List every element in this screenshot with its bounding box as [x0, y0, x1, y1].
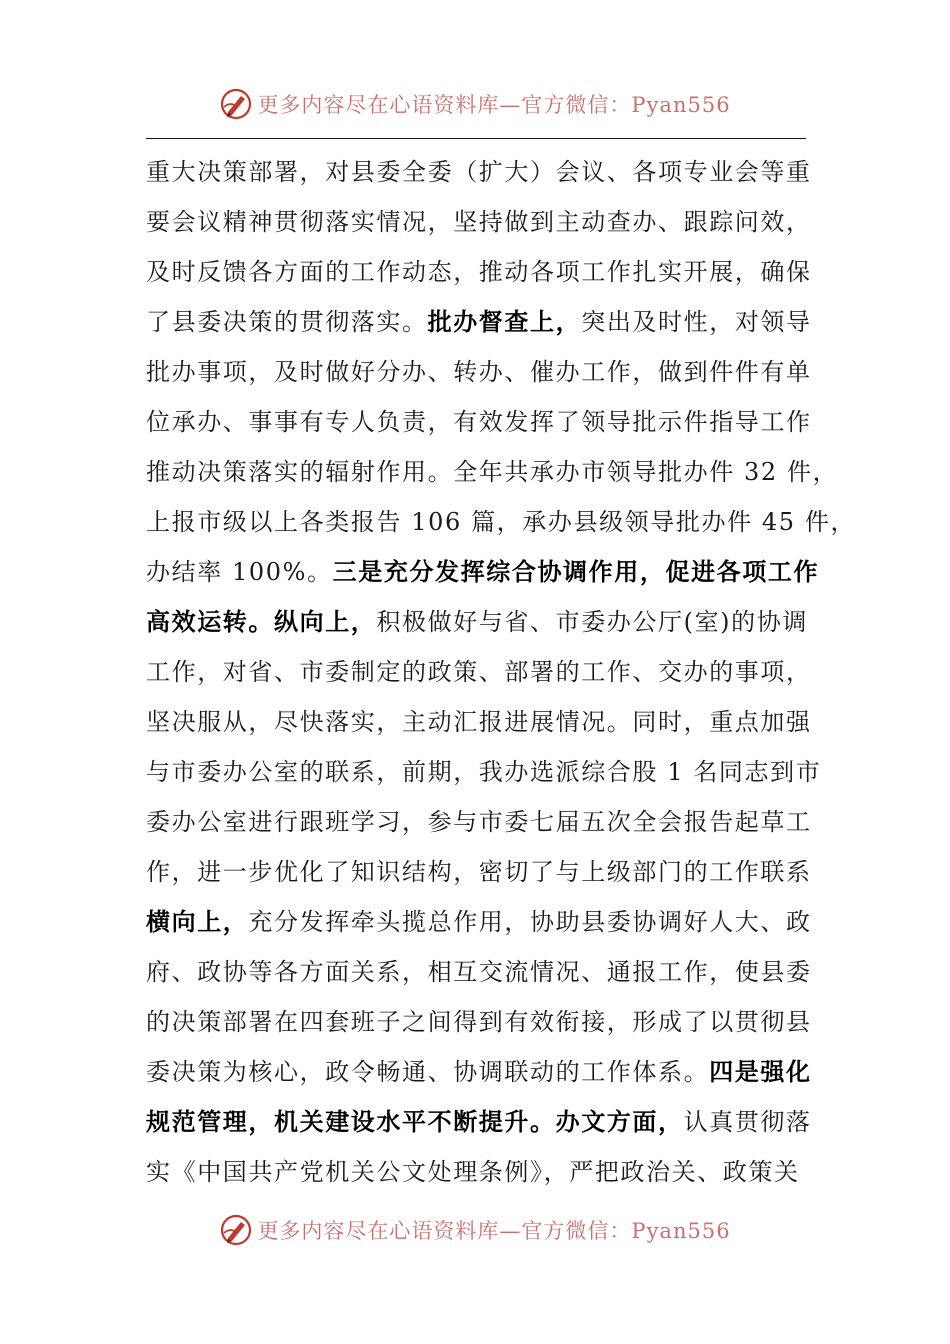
bold-text: 批办督查上， [427, 307, 582, 336]
bold-text: 四是强化 [709, 1057, 812, 1086]
text-line [146, 197, 818, 247]
text-line [146, 1097, 818, 1147]
pen-logo-icon [219, 1213, 253, 1247]
text-line [146, 1147, 818, 1197]
text-line [146, 547, 818, 597]
text-line [146, 647, 818, 697]
bold-text: 高效运转。纵向上， [146, 607, 377, 636]
text-run: 推动决策落实的辐射作用。全年共承办市领导批办件 32 件， [146, 458, 839, 486]
text-line [146, 947, 818, 997]
text-run: 委办公室进行跟班学习，参与市委七届五次全会报告起草工 [146, 808, 812, 836]
bold-text: 三是充分发挥综合协调作用，促进各项工作 [332, 557, 820, 586]
text-line [146, 847, 818, 897]
text-run: 府、政协等各方面关系，相互交流情况、通报工作，使县委 [146, 958, 812, 986]
footer-banner [0, 1210, 950, 1250]
text-run: 积极做好与省、市委办公厅(室)的协调 [376, 608, 808, 636]
bold-text: 横向上， [146, 907, 249, 936]
text-run: 认真贯彻落 [683, 1108, 812, 1136]
text-line [146, 397, 818, 447]
header-banner [0, 84, 950, 124]
text-line [146, 347, 818, 397]
footer-banner-text: 更多内容尽在心语资料库—官方微信：Pyan556 [257, 1219, 731, 1243]
text-line [146, 297, 818, 347]
text-run: 及时反馈各方面的工作动态，推动各项工作扎实开展，确保 [146, 258, 812, 286]
text-run: 上报市级以上各类报告 106 篇，承办县级领导批办件 45 件， [146, 508, 857, 536]
text-run: 要会议精神贯彻落实情况，坚持做到主动查办、跟踪问效， [146, 208, 812, 236]
text-run: 与市委办公室的联系，前期，我办选派综合股 1 名同志到市 [146, 758, 822, 786]
text-run: 的决策部署在四套班子之间得到有效衔接，形成了以贯彻县 [146, 1008, 812, 1036]
text-line [146, 497, 857, 547]
text-run: 工作，对省、市委制定的政策、部署的工作、交办的事项， [146, 658, 812, 686]
text-line [146, 747, 822, 797]
text-line [146, 997, 818, 1047]
text-run: 突出及时性，对领导 [581, 308, 812, 336]
text-line [146, 1047, 818, 1097]
text-run: 坚决服从，尽快落实，主动汇报进展情况。同时，重点加强 [146, 708, 812, 736]
bold-text: 规范管理，机关建设水平不断提升。办文方面， [146, 1107, 684, 1136]
pen-logo-icon [219, 87, 253, 121]
document-body [146, 147, 857, 1197]
text-run: 重大决策部署，对县委全委（扩大）会议、各项专业会等重 [146, 158, 812, 186]
text-run: 了县委决策的贯彻落实。 [146, 308, 428, 336]
header-divider [146, 138, 806, 139]
text-run: 办结率 100%。 [146, 558, 333, 586]
text-line [146, 897, 818, 947]
text-line [146, 597, 818, 647]
text-run: 位承办、事事有专人负责，有效发挥了领导批示件指导工作 [146, 408, 812, 436]
text-line [146, 247, 818, 297]
text-run: 批办事项，及时做好分办、转办、催办工作，做到件件有单 [146, 358, 812, 386]
text-run: 委决策为核心，政令畅通、协调联动的工作体系。 [146, 1058, 710, 1086]
text-line [146, 147, 818, 197]
text-line [146, 697, 818, 747]
text-line [146, 797, 818, 847]
text-run: 实《中国共产党机关公文处理条例》，严把政治关、政策关 [146, 1158, 800, 1186]
text-run: 作，进一步优化了知识结构，密切了与上级部门的工作联系 [146, 858, 812, 886]
text-run: 充分发挥牵头揽总作用，协助县委协调好人大、政 [248, 908, 812, 936]
header-banner-text: 更多内容尽在心语资料库—官方微信：Pyan556 [257, 93, 731, 117]
text-line [146, 447, 839, 497]
